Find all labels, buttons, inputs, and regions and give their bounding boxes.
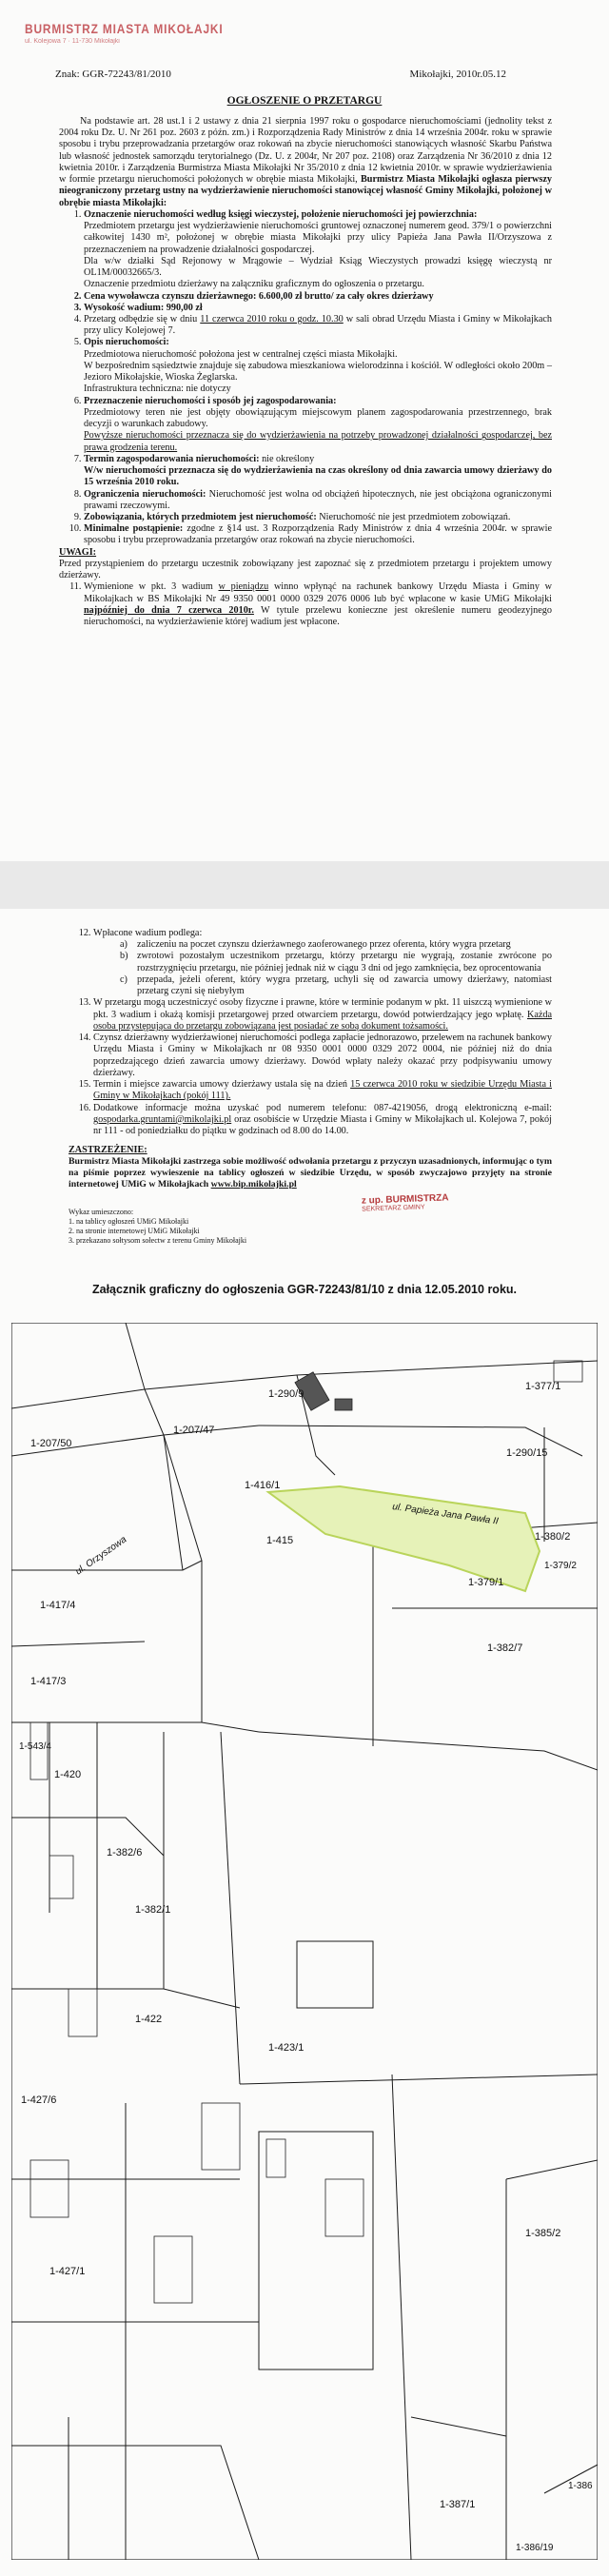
item-heading: Minimalne postąpienie:: [84, 523, 184, 535]
sub-item-text: przepada, jeżeli oferent, który wygra przetarg, uchyli się od zawarcia umowy dzierżawy, natomiast przetarg czyni się niebyłym: [137, 973, 552, 997]
parcel-label: 1-386: [568, 2481, 593, 2491]
list-item: [93, 928, 552, 997]
bip-link[interactable]: www.bip.mikolajki.pl: [210, 1178, 297, 1190]
list-item: [84, 489, 552, 512]
list-item: 2. Cena wywoławcza czynszu dzierżawnego: 6.600,00 zł brutto/ za cały okres dzierżawy: [84, 291, 552, 303]
list-item: [84, 581, 552, 628]
posting-item-text: przekazano sołtysom sołectw z terenu Gminy Mikołajki: [76, 1235, 247, 1245]
parcel-label: 1-377/1: [525, 1381, 561, 1392]
list-item: [84, 337, 552, 395]
item-text: winno wpłynąć na rachunek bankowy Urzędu Miasta i Gminy w Mikołajkach w BS Mikołajki Nr 49 9350 0001 0000 0329 2076 0006 lub być wpłacone w kasie UMiG Mikołajki: [84, 581, 553, 604]
email-link[interactable]: gospodarka.gruntami@mikolajki.pl: [93, 1113, 232, 1125]
posting-item: 3. przekazano sołtysom sołectw z terenu Gminy Mikołajki: [69, 1235, 247, 1245]
parcel-label: 1-207/47: [173, 1425, 215, 1436]
cadastral-map: [11, 1323, 598, 2560]
parcel-label: 1-420: [54, 1769, 82, 1780]
item-text: zgodne z §14 ust. 3 Rozporządzenia Rady Ministrów z dnia 4 września 2004r. w sprawie sposobu i trybu przeprowadzania przetargów oraz rokowań na zbycie nieruchomości.: [84, 523, 552, 546]
list-item: [84, 314, 552, 337]
sub-item-text: zwrotowi pozostałym uczestnikom przetargu, którzy przetargu nie wygrają, zostanie zwrócone po rozstrzygnięciu przetargu, nie później jednak niż w ciągu 3 dni od jego zamknięcia, bez oprocentowania: [137, 951, 552, 973]
reservation-text: [69, 1156, 552, 1190]
remarks-heading: UWAGI:: [59, 546, 97, 558]
parcel-label: 1-423/1: [268, 2042, 304, 2054]
list-item: [84, 523, 552, 546]
street-label: ul. Papieża Jana Pawła II: [391, 1502, 500, 1527]
item-heading: Przeznaczenie nieruchomości i sposób jej zagospodarowania:: [84, 395, 337, 406]
office-stamp: [25, 21, 258, 45]
parcel-label: 1-290/9: [268, 1388, 304, 1400]
posting-list: [69, 1208, 552, 1246]
item-text: W tytule przelewu konieczne jest określenie numeru geodezyjnego nieruchomości, na wydzierżawienie której wadium jest wpłacone.: [84, 604, 552, 628]
item-underlined: 15 czerwca 2010 roku w siedzibie Urzędu Miasta i Gminy w Mikołajkach (pokój 111).: [93, 1079, 552, 1102]
parcel-label: 1-416/1: [245, 1480, 281, 1491]
parcel-label: 1-387/1: [440, 2499, 476, 2510]
parcel-label: 1-207/50: [30, 1438, 72, 1449]
intro-paragraph: [59, 116, 552, 209]
announcement-body-2: [69, 928, 552, 1246]
item-text: W przetargu mogą uczestniczyć osoby fizyczne i prawne, które w terminie podanym w pkt. 11 uiszczą wymienione w pkt. 3 wadium i okażą komisji przetargowej przed otwarciem przetargu, dowód potwierdzający jego wpłatę.: [93, 997, 552, 1020]
item-heading: Ograniczenia nieruchomości:: [84, 488, 206, 500]
item-text: Infrastruktura techniczna: nie dotyczy: [84, 383, 231, 395]
item-underlined: najpóźniej do dnia 7 czerwca 2010r.: [84, 604, 254, 616]
parcel-label: 1-379/1: [468, 1577, 504, 1588]
signature-line-2: SEKRETARZ GMINY: [362, 1204, 425, 1213]
item-text: W/w nieruchomości przeznacza się do wydzierżawienia na czas określony od dnia zawarcia umowy dzierżawy do 15 września 2010 roku.: [84, 465, 552, 488]
list-item: [84, 396, 552, 454]
sub-item-text: zaliczeniu na poczet czynszu dzierżawnego zaoferowanego przez oferenta, który wygra przetarg: [137, 939, 511, 951]
item-text: Wymienione w pkt. 3 wadium: [84, 581, 213, 593]
list-item: [84, 209, 552, 291]
announcement-page-2: [0, 909, 609, 1289]
item-text: Termin i miejsce zawarcia umowy dzierżawy ustala się na dzień: [93, 1079, 347, 1091]
item-text: W bezpośrednim sąsiedztwie znajduje się zabudowa mieszkaniowa wielorodzinna i kościół. W odległości około 200m – Jezioro Mikołajskie, Wioska Żeglarska.: [84, 360, 552, 383]
signature-stamp: [362, 1192, 449, 1212]
item-heading: Zobowiązania, których przedmiotem jest nieruchomość:: [84, 511, 317, 522]
annex-map-page: [0, 1266, 609, 2576]
page-title: OGŁOSZENIE O PRZETARGU: [226, 95, 383, 107]
sub-item: b) zwrotowi pozostałym uczestnikom przetargu, którzy przetargu nie wygrają, zostanie zwrócone po rozstrzygnięciu przetargu, nie później jednak niż w ciągu 3 dni od jego zamknięcia, bez oprocentowania: [120, 951, 552, 973]
list-item: [84, 454, 552, 489]
list-item: [93, 997, 552, 1032]
intro-bold: Burmistrz Miasta Mikołajki ogłasza pierwszy nieograniczony przetarg ustny na wydzierżawienie nieruchomości stanowiącej własność Gminy Mikołajki, położonej w obrębie miasta Mikołajki:: [59, 174, 552, 208]
place-date: Mikołajki, 2010r.05.12: [409, 69, 506, 80]
list-item: [93, 1103, 552, 1138]
conditions-list: [59, 209, 552, 547]
street-label: ul. Orzyszowa: [73, 1534, 129, 1578]
parcel-label: 1-417/3: [30, 1676, 67, 1687]
item-underlined: 11 czerwca 2010 roku o godz. 10.30: [200, 313, 344, 324]
posting-item-text: na tablicy ogłoszeń UMiG Mikołajki: [76, 1216, 189, 1226]
sub-item: a) zaliczeniu na poczet czynszu dzierżawnego zaoferowanego przez oferenta, który wygra przetarg: [120, 939, 511, 951]
item-text: Przedmiotem przetargu jest wydzierżawienie nieruchomości gruntowej oznaczonej numerem geod. 379/1 o powierzchni całkowitej 1430 m², położonej w obrębie miasta Mikołajki przy ulicy Papieża Jana Pawła II/Orzyszowa z przeznaczeniem na prowadzenie działalności gospodarczej.: [84, 221, 552, 255]
item-heading: Opis nieruchomości:: [84, 337, 169, 348]
parcel-label: 1-415: [266, 1535, 294, 1546]
item-text: Dla w/w działki Sąd Rejonowy w Mrągowie – Wydział Ksiąg Wieczystych prowadzi księgę wieczystą nr OL1M/00032665/3.: [84, 255, 552, 279]
item-text: Dodatkowe informacje można uzyskać pod numerem telefonu: 087-4219056, drogą elektroniczną e-mail:: [93, 1102, 552, 1113]
item-text: Nieruchomość jest wolna od obciążeń hipotecznych, nie jest obciążona ograniczonymi prawami rzeczowymi.: [84, 488, 553, 511]
sign-reference: Znak: GGR-72243/81/2010: [55, 69, 171, 80]
item-text: Przedmiotowa nieruchomość położona jest w centralnej części miasta Mikołajki.: [84, 348, 398, 360]
item-text: Przetarg odbędzie się w dniu: [84, 313, 198, 324]
sub-item: c) przepada, jeżeli oferent, który wygra przetarg, uchyli się od zawarcia umowy dzierżawy, natomiast przetarg czyni się niebyłym: [120, 973, 552, 997]
parcel-label: 1-385/2: [525, 2228, 561, 2239]
posting-item-text: na stronie internetowej UMiG Mikołajki: [76, 1226, 200, 1235]
conditions-list-page2: [69, 928, 552, 1137]
list-item: 3. Wysokość wadium: 990,00 zł: [84, 303, 552, 314]
parcel-label: 1-427/1: [49, 2266, 86, 2277]
parcel-label: 1-427/6: [21, 2094, 57, 2106]
item-text: oraz osobiście w Urzędzie Miasta i Gminy w Mikołajkach ul. Kolejowa 7, pokój nr 111 - od poniedziałku do piątku w godzinach od 8.00 do 14.00.: [93, 1113, 552, 1136]
remarks-text: Przed przystąpieniem do przetargu uczestnik zobowiązany jest zapoznać się z przedmiotem przetargu i projektem umowy dzierżawy.: [59, 558, 552, 581]
item-heading: Termin zagospodarowania nieruchomości:: [84, 453, 260, 464]
item-text: Oznaczenie przedmiotu dzierżawy na załączniku graficznym do ogłoszenia o przetargu.: [84, 279, 424, 290]
signature-line-1: z up. BURMISTRZA: [361, 1192, 449, 1207]
parcel-label: 1-379/2: [544, 1561, 577, 1571]
reservation-body: Burmistrz Miasta Mikołajki zastrzega sobie możliwość odwołania przetargu z przyczyn uzasadnionych, informując o tym na piśmie poprzez wywieszenie na tablicy ogłoszeń w siedzibie Urzędu, w sposób zwyczajowo przyjęty na stronie internetowej UMiG w Mikołajkach: [69, 1156, 552, 1190]
item-underlined: w pieniądzu: [218, 581, 269, 593]
parcel-label: 1-380/2: [535, 1531, 571, 1543]
item-underlined: Każda osoba przystępująca do przetargu zobowiązana jest posiadać ze sobą dokument tożsamości.: [93, 1009, 552, 1032]
list-item: [84, 512, 552, 523]
parcel-label: 1-290/15: [506, 1447, 548, 1459]
stamp-line-1: BURMISTRZ MIASTA MIKOŁAJKI: [25, 21, 224, 36]
item-underlined: Powyższe nieruchomości przeznacza się do wydzierżawienia na potrzeby prowadzonej działalności gospodarczej, bez prawa grodzenia terenu.: [84, 430, 552, 453]
conditions-list-cont: [59, 581, 552, 628]
parcel-label: 1-417/4: [40, 1600, 76, 1611]
posting-item: 1. na tablicy ogłoszeń UMiG Mikołajki: [69, 1216, 189, 1226]
intro-text: Na podstawie art. 28 ust.1 i 2 ustawy z dnia 21 sierpnia 1997 roku o gospodarce nieruchomościami (jednolity tekst z 2004 roku Dz. U. Nr 261 poz. 2603 z późn. zm.) i Rozporządzenia Rady Ministrów z dnia 14 września 2004r. roku w sprawie sposobu i trybu przeprowadzania przetargów oraz rokowań na zbycie nieruchomości stanowiących własność Skarbu Państwa lub własność jednostek samorządu terytorialnego (Dz. U. z 2004r, Nr 207 poz. 2108) oraz Zarządzenia Nr 36/2010 z dnia 12 kwietnia 2010r. i Zarządzenia Burmistrza Miasta Mikołajki Nr 35/2010 z dnia 12 kwietnia 2010r. w sprawie wydzierżawienia w formie przetargu nieruchomości położonych w obrębie miasta Mikołajki,: [59, 116, 552, 186]
parcel-label: 1-543/4: [19, 1741, 51, 1752]
posting-item: 2. na stronie internetowej UMiG Mikołajki: [69, 1226, 200, 1235]
item-text: Przedmiotowy teren nie jest objęty obowiązującym miejscowym planem zagospodarowania przestrzennego, brak decyzji o warunkach zabudowy.: [84, 406, 552, 430]
parcel-label: 1-382/1: [135, 1904, 171, 1916]
parcel-label: 1-386/19: [516, 2543, 554, 2553]
announcement-page-1: [0, 0, 609, 861]
item-heading: Oznaczenie nieruchomości według księgi wieczystej, położenie nieruchomości jej powierzchnia:: [84, 208, 478, 220]
announcement-body: [59, 116, 552, 628]
parcel-label: 1-382/6: [107, 1847, 143, 1858]
item-text: w sali obrad Urzędu Miasta i Gminy w Mikołajkach przy ulicy Kolejowej 7.: [84, 313, 553, 337]
item-text: Nieruchomość nie jest przedmiotem zobowiązań.: [319, 511, 511, 522]
list-item: [93, 1079, 552, 1102]
annex-title: Załącznik graficzny do ogłoszenia GGR-72243/81/10 z dnia 12.05.2010 roku.: [91, 1283, 517, 1296]
item-text: nie określony: [262, 453, 315, 464]
item-heading: Wpłacone wadium podlega:: [93, 928, 203, 938]
reservation-heading: ZASTRZEŻENIE:: [69, 1145, 147, 1156]
parcel-label: 1-422: [135, 2014, 163, 2025]
list-item: 14. Czynsz dzierżawny wydzierżawionej nieruchomości podlega zapłacie jednorazowo, przelewem na rachunek bankowy Urzędu Miasta i Gminy w Mikołajkach nr 08 9350 0001 0000 0329 2072 0004, nie później niż do dnia poprzedzającego dzień zawarcia umowy dzierżawy. Dowód wpłaty należy okazać przy podpisywaniu umowy dzierżawy.: [93, 1032, 552, 1079]
reference-line: [55, 69, 506, 80]
stamp-line-2: ul. Kolejowa 7 · 11-730 Mikołajki: [25, 38, 120, 45]
parcel-label: 1-382/7: [487, 1642, 523, 1654]
posting-heading: Wykaz umieszczono:: [69, 1207, 134, 1216]
